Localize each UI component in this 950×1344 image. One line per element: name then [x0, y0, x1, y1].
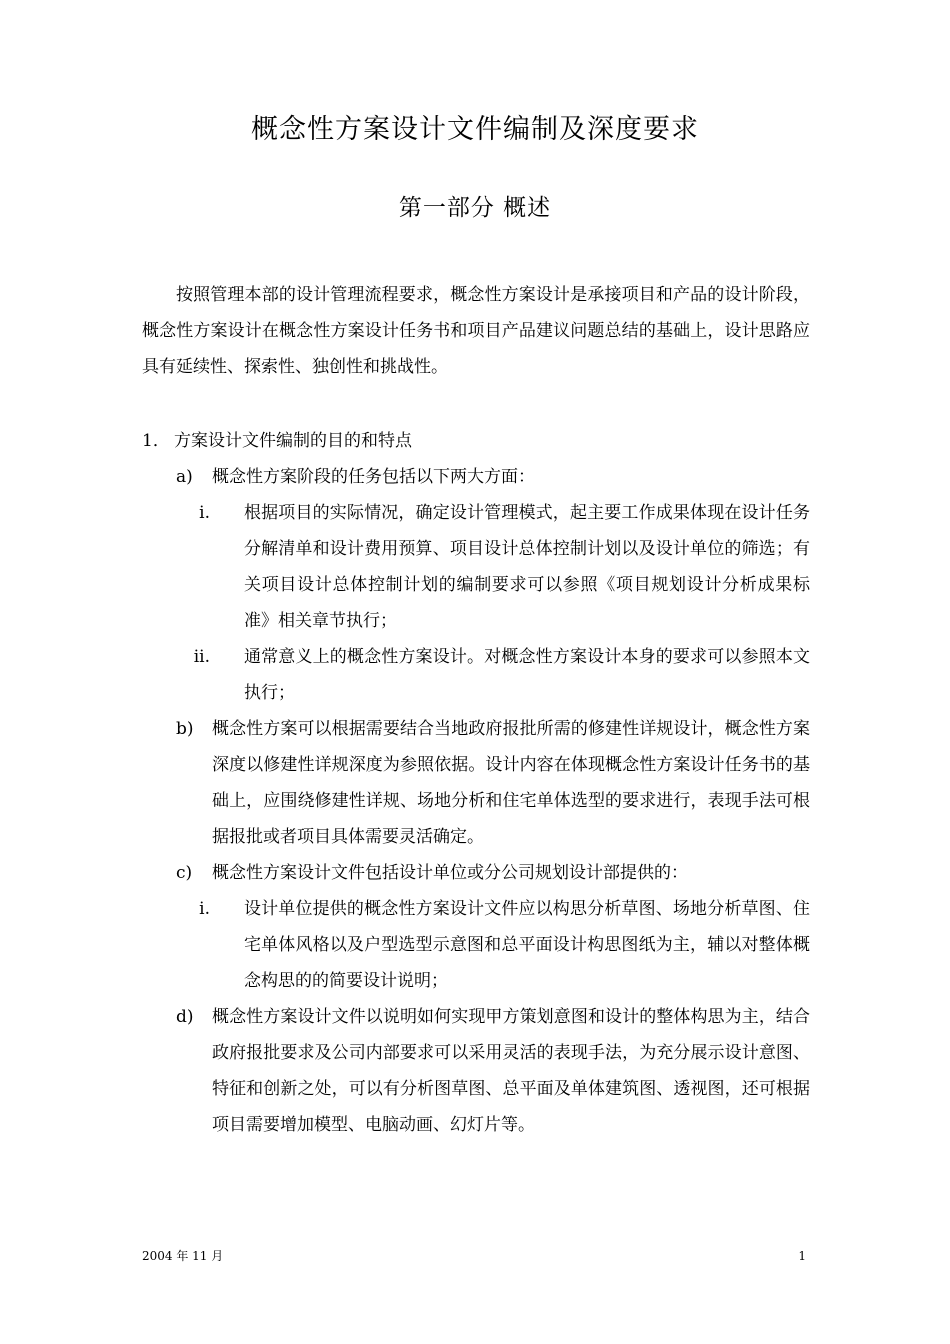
section-1-number: 1． — [142, 431, 170, 451]
sublist-item-a-i — [176, 495, 810, 639]
list-item-d — [176, 999, 810, 1143]
list-item-c — [176, 855, 810, 891]
footer-date: 2004 年 11 月 — [142, 1249, 224, 1263]
list-marker: b) — [176, 719, 194, 739]
sublist-marker: ii. — [193, 647, 210, 667]
list-marker: d) — [176, 1007, 194, 1027]
list-item-text: 概念性方案阶段的任务包括以下两大方面： — [212, 467, 535, 487]
sublist-item-c-i — [176, 891, 810, 999]
sublist-item-text: 根据项目的实际情况，确定设计管理模式，起主要工作成果体现在设计任务分解清单和设计费用预算、项目设计总体控制计划以及设计单位的筛选；有关项目设计总体控制计划的编制要求可以参照《项目规划设计分析成果标准》相关章节执行； — [244, 503, 810, 631]
intro-paragraph: 按照管理本部的设计管理流程要求，概念性方案设计是承接项目和产品的设计阶段，概念性方案设计在概念性方案设计任务书和项目产品建议问题总结的基础上，设计思路应具有延续性、探索性、独创性和挑战性。 — [142, 285, 810, 377]
sublist-marker: i. — [199, 899, 210, 919]
list-item-text: 概念性方案可以根据需要结合当地政府报批所需的修建性详规设计，概念性方案深度以修建性详规深度为参照依据。设计内容在体现概念性方案设计任务书的基础上，应围绕修建性详规、场地分析和住宅单体选型的要求进行，表现手法可根据报批或者项目具体需要灵活确定。 — [212, 719, 810, 847]
list-marker: c) — [176, 863, 193, 883]
list-item-b — [176, 711, 810, 855]
list-item-text: 概念性方案设计文件以说明如何实现甲方策划意图和设计的整体构思为主，结合政府报批要求及公司内部要求可以采用灵活的表现手法，为充分展示设计意图、特征和创新之处，可以有分析图草图、总平面及单体建筑图、透视图，还可根据项目需要增加模型、电脑动画、幻灯片等。 — [212, 1007, 810, 1135]
section-1-list — [142, 459, 810, 1143]
section-1-title: 方案设计文件编制的目的和特点 — [174, 431, 412, 451]
section-1 — [142, 423, 810, 1143]
section-1-heading — [142, 423, 810, 459]
page-number: 1 — [798, 1249, 806, 1263]
sublist-marker: i. — [199, 503, 210, 523]
sublist-item-a-ii — [176, 639, 810, 711]
sublist-item-text: 设计单位提供的概念性方案设计文件应以构思分析草图、场地分析草图、住宅单体风格以及户型选型示意图和总平面设计构思图纸为主，辅以对整体概念构思的的简要设计说明； — [244, 899, 810, 991]
list-marker: a) — [176, 467, 193, 487]
document-title: 概念性方案设计文件编制及深度要求 — [251, 114, 699, 145]
list-item-a — [176, 459, 810, 495]
part-title: 第一部分 概述 — [398, 195, 552, 221]
list-item-text: 概念性方案设计文件包括设计单位或分公司规划设计部提供的： — [212, 863, 688, 883]
sublist-item-text: 通常意义上的概念性方案设计。对概念性方案设计本身的要求可以参照本文执行； — [244, 647, 810, 703]
